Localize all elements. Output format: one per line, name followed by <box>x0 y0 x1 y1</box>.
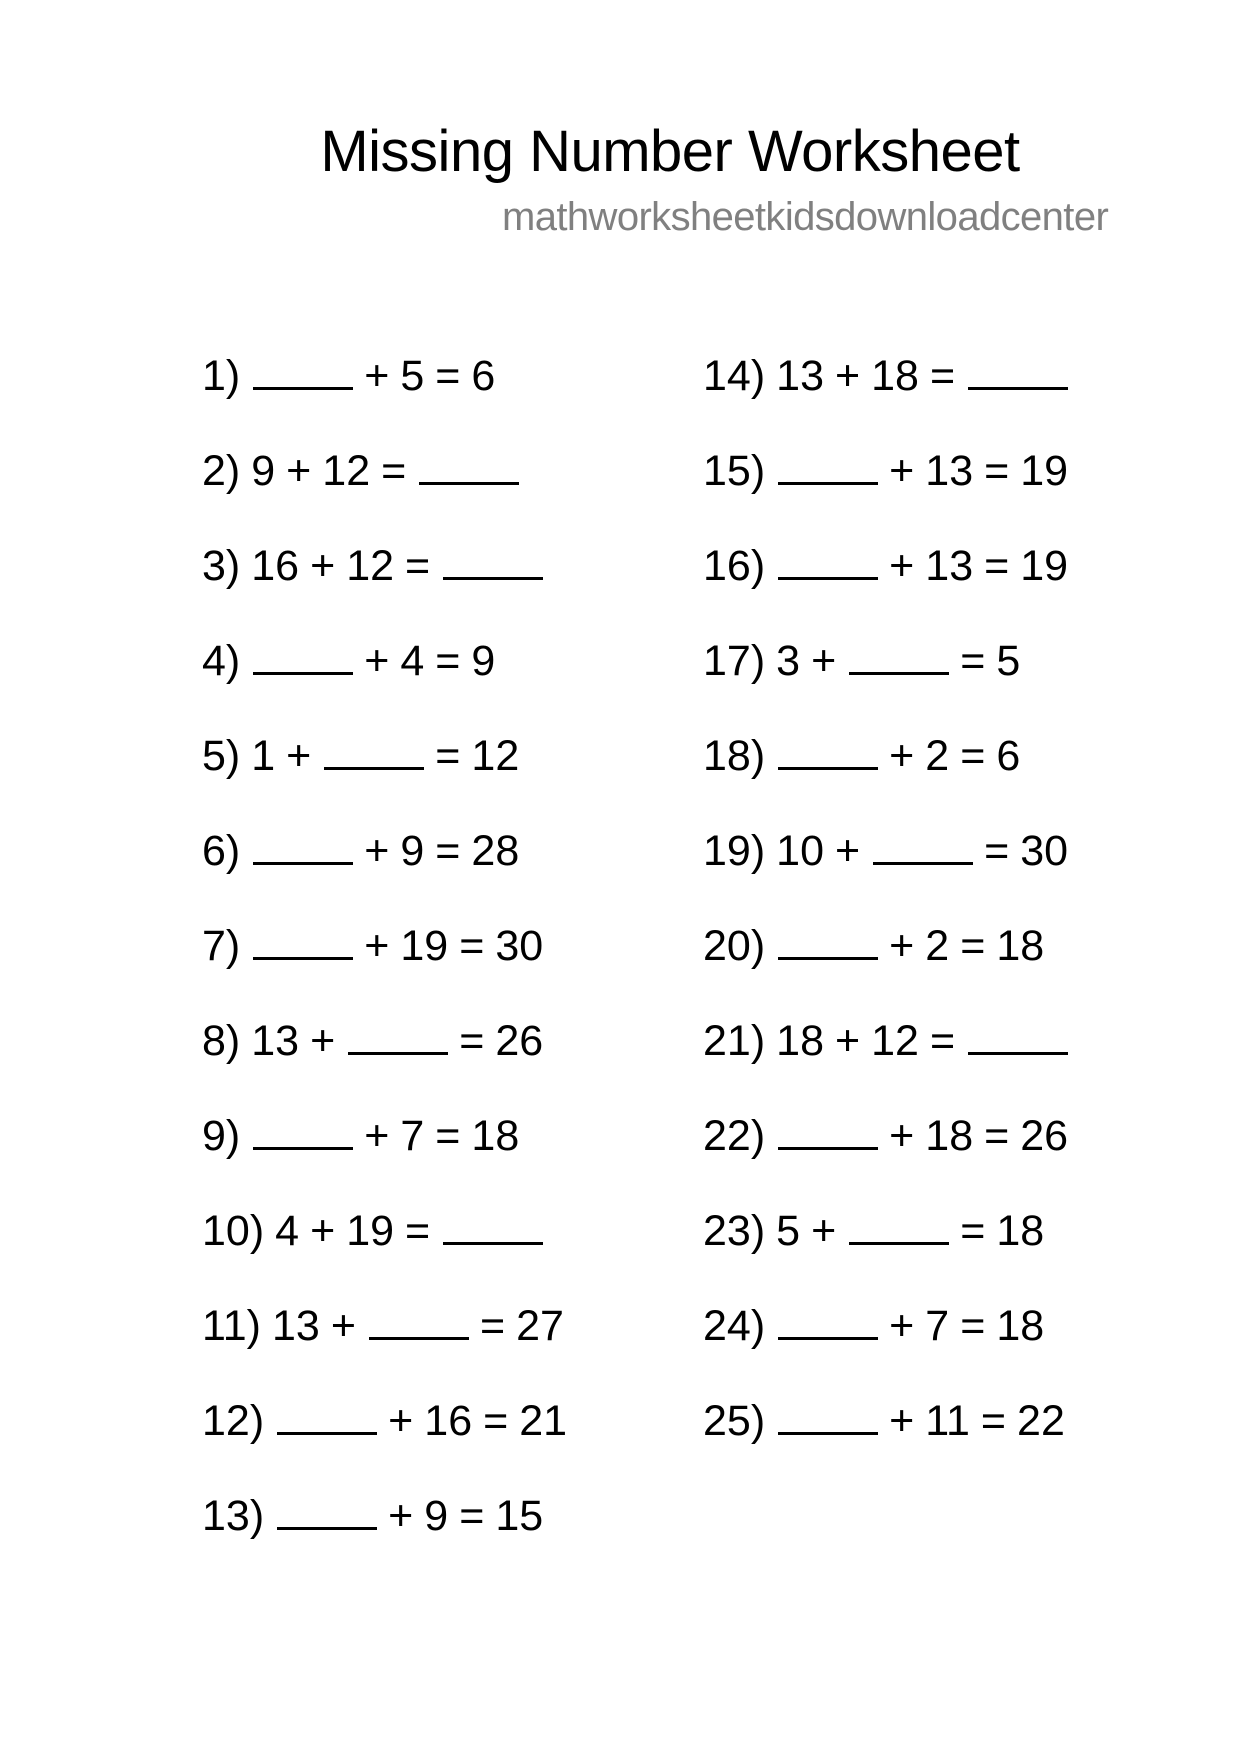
problem-number: 21) <box>703 1017 766 1065</box>
equals-sign: = <box>483 1397 509 1445</box>
answer-blank[interactable] <box>778 1335 878 1340</box>
problem-number: 3) <box>202 542 241 590</box>
problem-number: 7) <box>202 922 241 970</box>
problem-number: 17) <box>703 637 766 685</box>
answer-blank[interactable] <box>348 1050 448 1055</box>
answer-blank[interactable] <box>253 385 353 390</box>
problem-item <box>703 1301 1044 1351</box>
operand: 19 <box>1020 542 1069 590</box>
operand: 3 <box>776 637 801 685</box>
operand: 22 <box>1017 1397 1065 1445</box>
problem-item <box>703 636 1020 686</box>
problem-item <box>202 541 543 591</box>
operand: 28 <box>471 827 520 875</box>
problem-number: 20) <box>703 922 766 970</box>
problem-item <box>703 1016 1068 1066</box>
operand: 11 <box>925 1397 970 1445</box>
problem-number: 8) <box>202 1017 241 1065</box>
equals-sign: = <box>980 1397 1007 1445</box>
plus-sign: + <box>889 1302 915 1350</box>
operand: 9 <box>471 637 496 685</box>
equals-sign: = <box>459 922 485 970</box>
operand: 21 <box>519 1397 568 1445</box>
operand: 4 <box>275 1207 300 1255</box>
answer-blank[interactable] <box>443 1240 543 1245</box>
operand: 13 <box>925 542 974 590</box>
operand: 9 <box>424 1492 449 1540</box>
operand: 27 <box>516 1302 564 1350</box>
plus-sign: + <box>889 447 915 495</box>
problem-item <box>703 731 1020 781</box>
operand: 7 <box>400 1112 425 1160</box>
equals-sign: = <box>984 542 1010 590</box>
problem-number: 18) <box>703 732 766 780</box>
problem-number: 24) <box>703 1302 766 1350</box>
problem-number: 16) <box>703 542 766 590</box>
answer-blank[interactable] <box>968 385 1068 390</box>
equals-sign: = <box>960 637 986 685</box>
problem-item <box>703 1111 1068 1161</box>
plus-sign: + <box>889 922 915 970</box>
problem-number: 5) <box>202 732 241 780</box>
problem-number: 11) <box>202 1302 261 1350</box>
plus-sign: + <box>310 542 336 590</box>
answer-blank[interactable] <box>778 1145 878 1150</box>
answer-blank[interactable] <box>778 480 878 485</box>
problem-number: 19) <box>703 827 766 875</box>
problem-item <box>202 1396 567 1446</box>
problem-item <box>703 826 1068 876</box>
operand: 2 <box>925 922 950 970</box>
problem-item <box>202 1301 564 1351</box>
operand: 13 <box>251 1017 300 1065</box>
equals-sign: = <box>459 1017 485 1065</box>
equals-sign: = <box>984 1112 1010 1160</box>
equals-sign: = <box>435 637 461 685</box>
equals-sign: = <box>984 447 1010 495</box>
answer-blank[interactable] <box>443 575 543 580</box>
problem-item <box>202 731 519 781</box>
answer-blank[interactable] <box>849 1240 949 1245</box>
plus-sign: + <box>889 1112 915 1160</box>
operand: 5 <box>996 637 1021 685</box>
equals-sign: = <box>960 1302 986 1350</box>
problem-item <box>703 446 1068 496</box>
problem-item <box>202 636 495 686</box>
operand: 16 <box>251 542 300 590</box>
plus-sign: + <box>330 1302 356 1350</box>
worksheet-title: Missing Number Worksheet <box>320 119 1020 184</box>
problem-number: 22) <box>703 1112 766 1160</box>
operand: 2 <box>925 732 950 780</box>
operand: 10 <box>776 827 824 875</box>
operand: 26 <box>1020 1112 1069 1160</box>
plus-sign: + <box>889 732 915 780</box>
problem-item <box>202 826 519 876</box>
problem-number: 2) <box>202 447 241 495</box>
plus-sign: + <box>811 1207 837 1255</box>
equals-sign: = <box>479 1302 506 1350</box>
plus-sign: + <box>388 1397 414 1445</box>
answer-blank[interactable] <box>253 860 353 865</box>
worksheet-subtitle: mathworksheetkidsdownloadcenter <box>502 195 1109 239</box>
answer-blank[interactable] <box>873 860 973 865</box>
operand: 12 <box>346 542 395 590</box>
operand: 18 <box>996 1207 1045 1255</box>
plus-sign: + <box>811 637 837 685</box>
operand: 7 <box>925 1302 950 1350</box>
plus-sign: + <box>364 922 390 970</box>
plus-sign: + <box>835 352 861 400</box>
problem-item <box>202 1491 543 1541</box>
plus-sign: + <box>388 1492 414 1540</box>
problem-number: 25) <box>703 1397 766 1445</box>
problem-item <box>703 541 1068 591</box>
operand: 6 <box>996 732 1021 780</box>
problem-number: 12) <box>202 1397 265 1445</box>
operand: 18 <box>996 1302 1045 1350</box>
equals-sign: = <box>960 732 986 780</box>
operand: 9 <box>251 447 276 495</box>
answer-blank[interactable] <box>253 670 353 675</box>
plus-sign: + <box>364 1112 390 1160</box>
answer-blank[interactable] <box>778 955 878 960</box>
plus-sign: + <box>310 1207 336 1255</box>
plus-sign: + <box>286 447 312 495</box>
problem-item <box>703 921 1044 971</box>
operand: 18 <box>925 1112 974 1160</box>
operand: 18 <box>871 352 919 400</box>
equals-sign: = <box>405 542 431 590</box>
equals-sign: = <box>435 827 461 875</box>
operand: 18 <box>471 1112 520 1160</box>
problem-number: 10) <box>202 1207 265 1255</box>
operand: 15 <box>495 1492 544 1540</box>
plus-sign: + <box>889 1397 915 1445</box>
answer-blank[interactable] <box>849 670 949 675</box>
equals-sign: = <box>435 1112 461 1160</box>
operand: 9 <box>400 827 425 875</box>
equals-sign: = <box>984 827 1010 875</box>
equals-sign: = <box>435 352 461 400</box>
problem-item <box>703 1206 1044 1256</box>
equals-sign: = <box>960 922 986 970</box>
problem-number: 14) <box>703 352 766 400</box>
problem-number: 9) <box>202 1112 241 1160</box>
equals-sign: = <box>435 732 461 780</box>
problem-item <box>202 1111 519 1161</box>
problem-number: 6) <box>202 827 241 875</box>
answer-blank[interactable] <box>324 765 424 770</box>
plus-sign: + <box>364 352 390 400</box>
operand: 16 <box>424 1397 473 1445</box>
operand: 13 <box>925 447 974 495</box>
operand: 13 <box>271 1302 320 1350</box>
problem-item <box>202 351 495 401</box>
answer-blank[interactable] <box>253 1145 353 1150</box>
operand: 18 <box>776 1017 824 1065</box>
answer-blank[interactable] <box>419 480 519 485</box>
problem-number: 23) <box>703 1207 766 1255</box>
plus-sign: + <box>835 827 861 875</box>
operand: 30 <box>1020 827 1069 875</box>
operand: 26 <box>495 1017 544 1065</box>
operand: 4 <box>400 637 425 685</box>
problem-item <box>703 1396 1065 1446</box>
equals-sign: = <box>405 1207 431 1255</box>
operand: 5 <box>400 352 425 400</box>
problem-item <box>202 1016 543 1066</box>
equals-sign: = <box>929 352 956 400</box>
answer-blank[interactable] <box>277 1430 377 1435</box>
operand: 30 <box>495 922 544 970</box>
problem-item <box>202 446 519 496</box>
problem-number: 13) <box>202 1492 265 1540</box>
problem-item <box>202 1206 543 1256</box>
answer-blank[interactable] <box>369 1335 469 1340</box>
operand: 19 <box>346 1207 395 1255</box>
answer-blank[interactable] <box>277 1525 377 1530</box>
operand: 12 <box>471 732 520 780</box>
plus-sign: + <box>364 827 390 875</box>
answer-blank[interactable] <box>778 575 878 580</box>
equals-sign: = <box>459 1492 485 1540</box>
equals-sign: = <box>960 1207 986 1255</box>
plus-sign: + <box>310 1017 336 1065</box>
operand: 12 <box>322 447 371 495</box>
problem-number: 1) <box>202 352 241 400</box>
operand: 5 <box>776 1207 801 1255</box>
answer-blank[interactable] <box>778 765 878 770</box>
operand: 13 <box>776 352 824 400</box>
equals-sign: = <box>929 1017 956 1065</box>
problem-item <box>202 921 543 971</box>
problem-item <box>703 351 1068 401</box>
operand: 1 <box>251 732 276 780</box>
plus-sign: + <box>364 637 390 685</box>
answer-blank[interactable] <box>968 1050 1068 1055</box>
equals-sign: = <box>381 447 407 495</box>
operand: 18 <box>996 922 1045 970</box>
plus-sign: + <box>286 732 312 780</box>
operand: 19 <box>400 922 449 970</box>
plus-sign: + <box>889 542 915 590</box>
operand: 6 <box>471 352 496 400</box>
plus-sign: + <box>835 1017 861 1065</box>
answer-blank[interactable] <box>253 955 353 960</box>
operand: 12 <box>871 1017 919 1065</box>
problem-number: 15) <box>703 447 766 495</box>
answer-blank[interactable] <box>778 1430 878 1435</box>
operand: 19 <box>1020 447 1069 495</box>
problem-number: 4) <box>202 637 241 685</box>
